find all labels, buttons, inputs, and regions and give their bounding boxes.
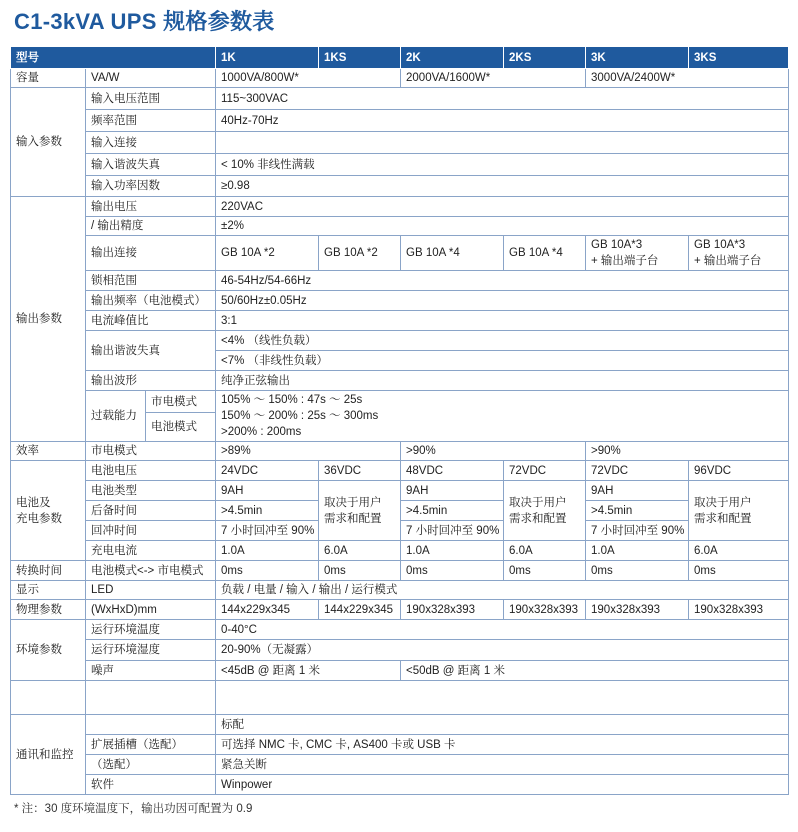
table-row bbox=[11, 217, 789, 236]
table-row bbox=[11, 581, 789, 600]
table-row bbox=[11, 481, 789, 501]
spec-value: 7 小时回冲至 90% bbox=[401, 521, 504, 541]
spec-value: >4.5min bbox=[216, 501, 319, 521]
spec-label: 输出连接 bbox=[86, 236, 216, 271]
spec-label: 输入功率因数 bbox=[86, 176, 216, 197]
spec-label: 输入连接 bbox=[86, 132, 216, 154]
category-transfer: 转换时间 bbox=[11, 561, 86, 581]
spec-value: 96VDC bbox=[689, 461, 789, 481]
header-model-1k: 1K bbox=[216, 47, 319, 69]
spec-value-line: 取决于用户 bbox=[694, 496, 752, 509]
spec-value: 6.0A bbox=[504, 541, 586, 561]
spec-label: 噪声 bbox=[86, 661, 216, 681]
overload-line: 105% ～ 150% : 47s ～ 25s bbox=[221, 394, 363, 406]
table-row bbox=[11, 640, 789, 661]
spec-value: GB 10A *4 bbox=[401, 236, 504, 271]
spec-value: 36VDC bbox=[319, 461, 401, 481]
category-line: 电池及 bbox=[16, 496, 51, 509]
table-row bbox=[11, 735, 789, 755]
spec-value: >4.5min bbox=[586, 501, 689, 521]
spec-label: 过载能力 bbox=[86, 391, 146, 442]
spec-label: 频率范围 bbox=[86, 110, 216, 132]
table-row bbox=[11, 461, 789, 481]
spec-label: 软件 bbox=[86, 775, 216, 795]
spec-label: 输出波形 bbox=[86, 371, 216, 391]
table-row bbox=[11, 311, 789, 331]
spec-value: 1000VA/800W* bbox=[216, 69, 401, 88]
spec-value: 46-54Hz/54-66Hz bbox=[216, 271, 789, 291]
spec-label: 市电模式 bbox=[86, 442, 216, 461]
empty-cell bbox=[86, 681, 216, 715]
table-row bbox=[11, 715, 789, 735]
spec-value-line: GB 10A*3 bbox=[694, 239, 746, 251]
spec-label: 运行环境温度 bbox=[86, 620, 216, 640]
table-row bbox=[11, 661, 789, 681]
table-row bbox=[11, 442, 789, 461]
category-capacity: 容量 bbox=[11, 69, 86, 88]
spec-value: 6.0A bbox=[319, 541, 401, 561]
header-model-1ks: 1KS bbox=[319, 47, 401, 69]
spec-label: 后备时间 bbox=[86, 501, 216, 521]
table-row bbox=[11, 391, 789, 411]
spec-label: VA/W bbox=[86, 69, 216, 88]
spec-value: 6.0A bbox=[689, 541, 789, 561]
spec-value: GB 10A *2 bbox=[216, 236, 319, 271]
spec-value-line: 需求和配置 bbox=[324, 512, 382, 525]
header-model: 型号 bbox=[11, 47, 216, 69]
table-row bbox=[11, 236, 789, 271]
category-environment: 环境参数 bbox=[11, 620, 86, 681]
spec-label: 输入电压范围 bbox=[86, 88, 216, 110]
spec-value: 144x229x345 bbox=[216, 600, 319, 620]
spec-value: < 10% 非线性满载 bbox=[216, 154, 789, 176]
spec-value bbox=[586, 236, 689, 271]
spec-value: >90% bbox=[401, 442, 586, 461]
spec-value-line: + 输出端子台 bbox=[694, 255, 762, 267]
spec-value: 0ms bbox=[586, 561, 689, 581]
spec-value: 72VDC bbox=[586, 461, 689, 481]
table-row bbox=[11, 541, 789, 561]
category-efficiency: 效率 bbox=[11, 442, 86, 461]
spec-value: 115~300VAC bbox=[216, 88, 789, 110]
spec-label: 输出谐波失真 bbox=[86, 331, 216, 371]
spec-label: 电池类型 bbox=[86, 481, 216, 501]
table-row bbox=[11, 110, 789, 132]
spec-value bbox=[216, 132, 789, 154]
spec-value: >4.5min bbox=[401, 501, 504, 521]
spec-value-line: 取决于用户 bbox=[324, 496, 382, 509]
spec-value: 0ms bbox=[319, 561, 401, 581]
spec-value: 9AH bbox=[216, 481, 319, 501]
spec-label: 运行环境湿度 bbox=[86, 640, 216, 661]
spec-value: ±2% bbox=[216, 217, 789, 236]
spec-value: ≥0.98 bbox=[216, 176, 789, 197]
spec-value: GB 10A *4 bbox=[504, 236, 586, 271]
spec-value: Winpower bbox=[216, 775, 789, 795]
spec-value-line: 取决于用户 bbox=[509, 496, 567, 509]
spec-value-line: + 输出端子台 bbox=[591, 255, 659, 267]
spec-label: 充电电流 bbox=[86, 541, 216, 561]
spec-value: 3000VA/2400W* bbox=[586, 69, 789, 88]
footnote: * 注：30 度环境温度下，输出功因可配置为 0.9 bbox=[14, 803, 253, 815]
header-model-2k: 2K bbox=[401, 47, 504, 69]
spec-value: 190x328x393 bbox=[401, 600, 504, 620]
table-row bbox=[11, 197, 789, 217]
category-physical: 物理参数 bbox=[11, 600, 86, 620]
header-model-3k: 3K bbox=[586, 47, 689, 69]
category-communication: 通讯和监控 bbox=[11, 715, 86, 795]
spec-label: （选配） bbox=[86, 755, 216, 775]
spec-value: 7 小时回冲至 90% bbox=[586, 521, 689, 541]
spec-value: 纯净正弦输出 bbox=[216, 371, 789, 391]
spec-label: / 输出精度 bbox=[86, 217, 216, 236]
table-row bbox=[11, 600, 789, 620]
category-output: 输出参数 bbox=[11, 197, 86, 442]
spec-value-line: 需求和配置 bbox=[509, 512, 567, 525]
spec-value: 220VAC bbox=[216, 197, 789, 217]
spec-value bbox=[689, 481, 789, 541]
spec-value: 1.0A bbox=[401, 541, 504, 561]
spec-value: 2000VA/1600W* bbox=[401, 69, 586, 88]
table-row bbox=[11, 620, 789, 640]
table-row bbox=[11, 371, 789, 391]
spec-sublabel: 电池模式 bbox=[146, 413, 216, 442]
spec-value: 0ms bbox=[689, 561, 789, 581]
overload-line: >200% : 200ms bbox=[221, 426, 302, 438]
empty-cell bbox=[216, 681, 789, 715]
spec-label: 输入谐波失真 bbox=[86, 154, 216, 176]
spec-value: GB 10A *2 bbox=[319, 236, 401, 271]
spec-value: 190x328x393 bbox=[689, 600, 789, 620]
spec-label bbox=[86, 715, 216, 735]
spec-label: 输出频率（电池模式） bbox=[86, 291, 216, 311]
spec-label: 电流峰值比 bbox=[86, 311, 216, 331]
spec-value bbox=[319, 481, 401, 541]
overload-line: 150% ～ 200% : 25s ～ 300ms bbox=[221, 410, 379, 422]
spec-value: <45dB @ 距离 1 米 bbox=[216, 661, 401, 681]
table-row bbox=[11, 561, 789, 581]
table-row bbox=[11, 154, 789, 176]
header-model-2ks: 2KS bbox=[504, 47, 586, 69]
spec-label: LED bbox=[86, 581, 216, 600]
table-row bbox=[11, 88, 789, 110]
spec-value: 标配 bbox=[216, 715, 789, 735]
spec-label: 电池模式<-> 市电模式 bbox=[86, 561, 216, 581]
spec-value bbox=[216, 391, 789, 442]
spec-label: (WxHxD)mm bbox=[86, 600, 216, 620]
spec-value: 40Hz-70Hz bbox=[216, 110, 789, 132]
category-battery bbox=[11, 461, 86, 561]
spec-value: 190x328x393 bbox=[504, 600, 586, 620]
header-model-3ks: 3KS bbox=[689, 47, 789, 69]
category-display: 显示 bbox=[11, 581, 86, 600]
table-row bbox=[11, 775, 789, 795]
spec-value: 负载 / 电量 / 输入 / 输出 / 运行模式 bbox=[216, 581, 789, 600]
spec-label: 锁相范围 bbox=[86, 271, 216, 291]
spec-value: 0-40°C bbox=[216, 620, 789, 640]
spec-table bbox=[10, 46, 789, 795]
spec-value: 144x229x345 bbox=[319, 600, 401, 620]
table-row bbox=[11, 271, 789, 291]
table-row bbox=[11, 132, 789, 154]
table-row bbox=[11, 755, 789, 775]
spec-value: 190x328x393 bbox=[586, 600, 689, 620]
spec-value: 0ms bbox=[401, 561, 504, 581]
page-title: C1-3kVA UPS 规格参数表 bbox=[14, 9, 275, 34]
spec-value: <50dB @ 距离 1 米 bbox=[401, 661, 789, 681]
spec-value: 0ms bbox=[216, 561, 319, 581]
table-row bbox=[11, 681, 789, 715]
spec-value: 24VDC bbox=[216, 461, 319, 481]
header-row bbox=[11, 47, 789, 69]
spec-value: 1.0A bbox=[586, 541, 689, 561]
category-line: 充电参数 bbox=[16, 512, 62, 525]
spec-value: <7% （非线性负载） bbox=[216, 351, 789, 371]
spec-value: 可选择 NMC 卡, CMC 卡, AS400 卡或 USB 卡 bbox=[216, 735, 789, 755]
spec-value: >89% bbox=[216, 442, 401, 461]
spec-value: 9AH bbox=[586, 481, 689, 501]
spec-value: >90% bbox=[586, 442, 789, 461]
spec-value: 20-90%（无凝露） bbox=[216, 640, 789, 661]
spec-value-line: 需求和配置 bbox=[694, 512, 752, 525]
spec-value: 1.0A bbox=[216, 541, 319, 561]
spec-label: 扩展插槽（选配） bbox=[86, 735, 216, 755]
spec-value bbox=[689, 236, 789, 271]
table-row bbox=[11, 176, 789, 197]
spec-value: 紧急关断 bbox=[216, 755, 789, 775]
spec-sublabel: 市电模式 bbox=[146, 391, 216, 413]
empty-cell bbox=[11, 681, 86, 715]
spec-value: 0ms bbox=[504, 561, 586, 581]
spec-value bbox=[504, 481, 586, 541]
spec-value: 7 小时回冲至 90% bbox=[216, 521, 319, 541]
spec-label: 回冲时间 bbox=[86, 521, 216, 541]
table-row bbox=[11, 291, 789, 311]
spec-label: 输出电压 bbox=[86, 197, 216, 217]
spec-value: 50/60Hz±0.05Hz bbox=[216, 291, 789, 311]
spec-value: <4% （线性负载） bbox=[216, 331, 789, 351]
category-input: 输入参数 bbox=[11, 88, 86, 197]
spec-value-line: GB 10A*3 bbox=[591, 239, 643, 251]
spec-value: 9AH bbox=[401, 481, 504, 501]
spec-value: 48VDC bbox=[401, 461, 504, 481]
spec-value: 72VDC bbox=[504, 461, 586, 481]
spec-value: 3:1 bbox=[216, 311, 789, 331]
table-row bbox=[11, 331, 789, 351]
capacity-row bbox=[11, 69, 789, 88]
spec-label: 电池电压 bbox=[86, 461, 216, 481]
